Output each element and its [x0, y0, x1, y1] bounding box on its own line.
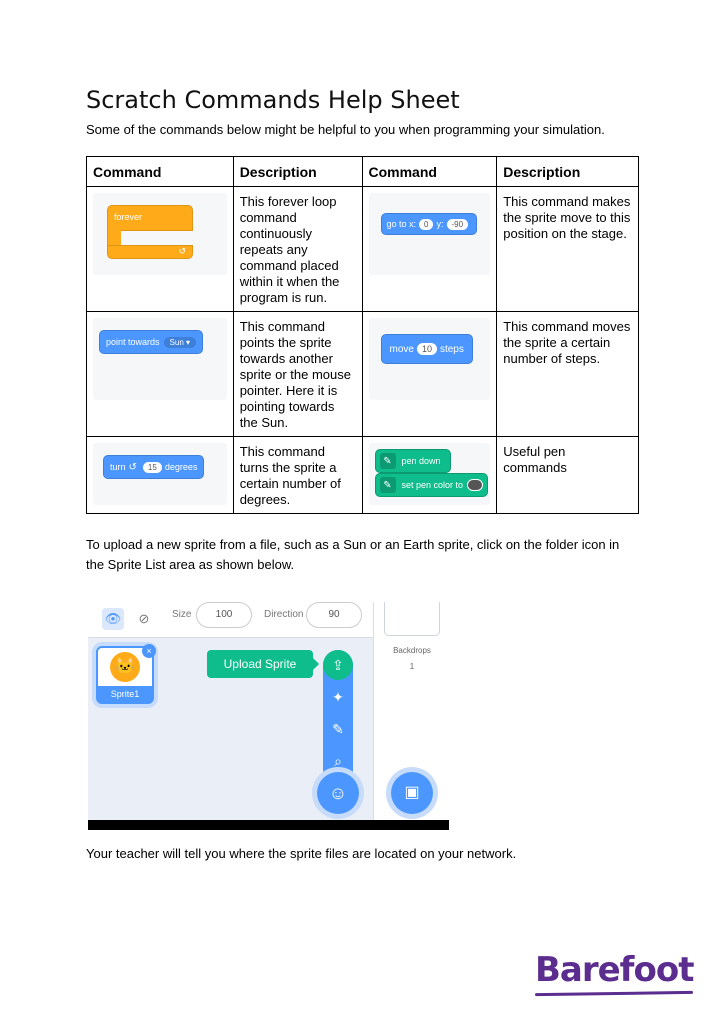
barefoot-logo	[535, 950, 697, 998]
search-icon[interactable]: ⌕	[334, 753, 342, 769]
size-input[interactable]: 100	[196, 602, 252, 628]
goto-x-value: 0	[419, 219, 433, 230]
sprite-pane-screenshot	[88, 602, 449, 830]
delete-sprite-icon[interactable]: ×	[142, 644, 156, 658]
point-description: This command points the sprite towards another sprite or the mouse pointer. Here it is pointing towards the Sun.	[233, 312, 362, 437]
move-label: move	[389, 343, 414, 355]
backdrops-label: Backdrops	[393, 646, 431, 655]
pen-icon: ✎	[380, 477, 396, 493]
color-swatch	[467, 479, 483, 491]
move-block	[369, 318, 491, 400]
turn-block	[93, 443, 227, 505]
hide-sprite-icon[interactable]: ⊘	[138, 611, 150, 626]
upload-sprite-tooltip: Upload Sprite	[207, 650, 313, 678]
header-command-2: Command	[362, 157, 497, 187]
choose-backdrop-icon[interactable]: ▣	[391, 772, 433, 814]
forever-block-cell	[87, 187, 234, 312]
surprise-icon[interactable]: ✦	[332, 689, 344, 705]
table-header-row	[87, 157, 639, 187]
pen-icon: ✎	[380, 453, 396, 469]
upload-icon[interactable]: ⇪	[323, 650, 353, 680]
table-row	[87, 187, 639, 312]
goto-block	[369, 193, 491, 275]
forever-block	[93, 193, 227, 275]
rotate-left-icon: ↺	[128, 461, 137, 473]
backdrops-count: 1	[409, 662, 415, 671]
page-title: Scratch Commands Help Sheet	[86, 86, 460, 114]
header-command-1: Command	[87, 157, 234, 187]
goto-block-cell	[362, 187, 497, 312]
upload-instructions: To upload a new sprite from a file, such as a Sun or an Earth sprite, click on the folder icon in the Sprite List area as shown below.	[86, 537, 620, 572]
commands-table	[86, 156, 639, 514]
turn-block-cell	[87, 437, 234, 514]
intro-text: Some of the commands below might be helpful to you when programming your simulation.	[86, 122, 605, 137]
header-description-1: Description	[233, 157, 362, 187]
sprite-info-bar	[88, 602, 373, 638]
goto-label: go to x:	[386, 219, 417, 229]
turn-description: This command turns the sprite a certain number of degrees.	[233, 437, 362, 514]
sprite-name: Sprite1	[98, 686, 152, 702]
table-row	[87, 437, 639, 514]
header-description-2: Description	[497, 157, 639, 187]
choose-sprite-icon[interactable]: ☺	[317, 772, 359, 814]
turn-unit: degrees	[164, 462, 198, 472]
goto-y-value: -90	[447, 219, 469, 230]
footer-note: Your teacher will tell you where the sprite files are located on your network.	[86, 846, 517, 861]
pen-description: Useful pen commands	[497, 437, 639, 514]
move-unit: steps	[439, 343, 464, 355]
move-block-cell	[362, 312, 497, 437]
stage-thumbnail[interactable]	[384, 602, 440, 636]
pen-blocks	[369, 443, 491, 505]
loop-arrow-icon: ↺	[107, 245, 193, 259]
paint-brush-icon[interactable]: ✎	[332, 721, 344, 737]
pen-block-cell	[362, 437, 497, 514]
point-towards-label: point towards	[106, 337, 160, 347]
turn-label: turn	[110, 462, 126, 472]
table-row	[87, 312, 639, 437]
cat-sprite-icon: 🐱	[110, 652, 140, 682]
forever-block-label: forever	[107, 205, 193, 231]
point-towards-target: Sun	[169, 337, 184, 347]
chevron-down-icon: ▾	[186, 337, 191, 347]
move-steps-value: 10	[417, 343, 437, 355]
pen-color-label: set pen color to	[401, 480, 464, 490]
size-label: Size	[172, 609, 192, 620]
point-towards-block	[93, 318, 227, 400]
turn-degrees-value: 15	[143, 462, 162, 473]
show-sprite-icon[interactable]: 👁	[102, 608, 124, 630]
logo-text: Barefoot	[535, 950, 694, 990]
direction-label: Direction	[264, 609, 304, 620]
pen-down-label: pen down	[401, 456, 441, 466]
goto-y-label: y:	[436, 219, 444, 229]
direction-input[interactable]: 90	[306, 602, 362, 628]
forever-description: This forever loop command continuously repeats any command placed within it when the program is run.	[233, 187, 362, 312]
point-block-cell	[87, 312, 234, 437]
move-description: This command moves the sprite a certain number of steps.	[497, 312, 639, 437]
goto-description: This command makes the sprite move to this position on the stage.	[497, 187, 639, 312]
sprite-thumbnail[interactable]	[96, 646, 154, 704]
